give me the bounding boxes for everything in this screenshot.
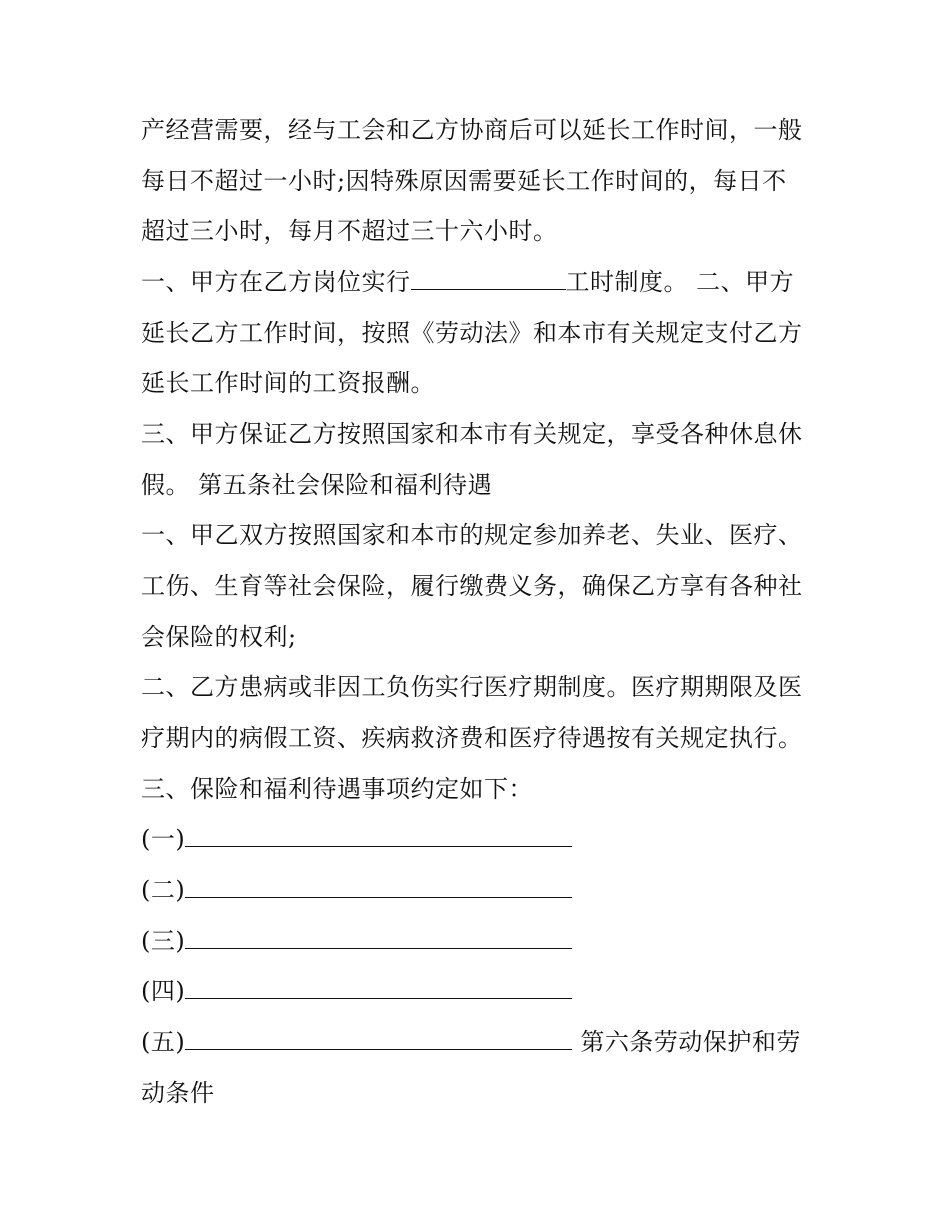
paragraph-line: 三、甲方保证乙方按照国家和本市有关规定，享受各种休息休 — [141, 420, 803, 448]
list-item — [141, 873, 572, 907]
item-number: (五) — [141, 1028, 186, 1056]
item-number: (三) — [141, 927, 186, 955]
paragraph-line: 超过三小时，每月不超过三十六小时。 — [141, 217, 558, 245]
section-heading: 第六条劳动保护和劳 — [580, 1028, 801, 1056]
item-number: (二) — [141, 876, 186, 904]
clause-text: 工时制度。 二、甲方 — [565, 268, 795, 296]
item-number: (一) — [141, 825, 186, 853]
paragraph-line: 工伤、生育等社会保险，履行缴费义务，确保乙方享有各种社 — [141, 572, 803, 600]
fill-in-blank[interactable] — [185, 1027, 572, 1050]
paragraph-line: 动条件 — [141, 1079, 215, 1107]
paragraph-line: 二、乙方患病或非因工负伤实行医疗期制度。医疗期期限及医 — [141, 673, 803, 701]
paragraph-line: 疗期内的病假工资、疾病救济费和医疗待遇按有关规定执行。 — [141, 724, 803, 752]
paragraph-line: 假。 第五条社会保险和福利待遇 — [141, 471, 493, 499]
paragraph-line: 每日不超过一小时;因特殊原因需要延长工作时间的，每日不 — [141, 167, 787, 195]
paragraph-line: 会保险的权利; — [141, 623, 297, 651]
paragraph-line: 延长工作时间的工资报酬。 — [141, 369, 435, 397]
item-number: (四) — [141, 977, 186, 1005]
fill-in-blank[interactable] — [185, 824, 572, 847]
paragraph-line: 产经营需要，经与工会和乙方协商后可以延长工作时间，一般 — [141, 116, 803, 144]
list-item — [141, 974, 572, 1008]
list-item — [141, 822, 572, 856]
paragraph-line: 一、甲乙双方按照国家和本市的规定参加养老、失业、医疗、 — [141, 521, 803, 549]
fill-in-blank[interactable] — [185, 976, 572, 999]
fill-in-blank[interactable] — [411, 267, 566, 290]
list-item — [141, 1025, 801, 1059]
paragraph-line: 三、保险和福利待遇事项约定如下： — [141, 775, 533, 803]
clause-text: 一、甲方在乙方岗位实行 — [141, 268, 411, 296]
paragraph-line — [141, 265, 794, 299]
list-item — [141, 924, 572, 958]
paragraph-line: 延长乙方工作时间，按照《劳动法》和本市有关规定支付乙方 — [141, 319, 803, 347]
fill-in-blank[interactable] — [185, 875, 572, 898]
fill-in-blank[interactable] — [185, 926, 572, 949]
